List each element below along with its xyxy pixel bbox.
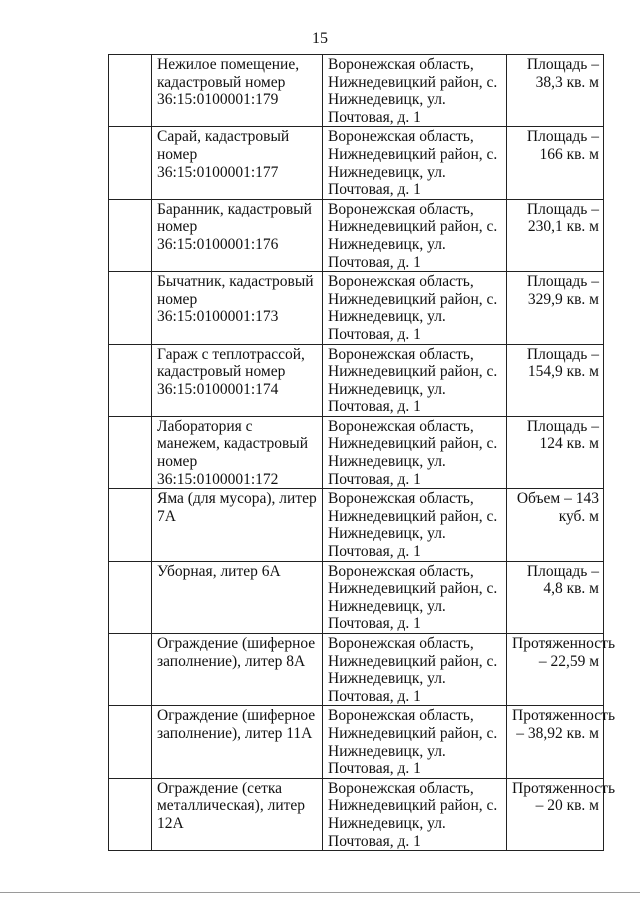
table-row <box>109 778 604 850</box>
row-number-cell <box>109 561 152 633</box>
address-cell: Воронежская область, Нижнедевицкий район, с. Нижнедевицк, ул. Почтовая, д. 1 <box>323 416 507 488</box>
address-cell: Воронежская область, Нижнедевицкий район, с. Нижнедевицк, ул. Почтовая, д. 1 <box>323 561 507 633</box>
characteristic-cell: Протяженность – 20 кв. м <box>507 778 604 850</box>
characteristic-cell: Площадь – 329,9 кв. м <box>507 272 604 344</box>
object-name-cell: Гараж с теплотрассой, кадастровый номер 36:15:0100001:174 <box>152 344 323 416</box>
address-cell: Воронежская область, Нижнедевицкий район, с. Нижнедевицк, ул. Почтовая, д. 1 <box>323 272 507 344</box>
address-cell: Воронежская область, Нижнедевицкий район, с. Нижнедевицк, ул. Почтовая, д. 1 <box>323 778 507 850</box>
page-bottom-rule <box>0 892 640 893</box>
table-row <box>109 489 604 561</box>
object-name-cell: Баранник, кадастровый номер 36:15:0100001:176 <box>152 199 323 271</box>
row-number-cell <box>109 127 152 199</box>
characteristic-cell: Площадь – 154,9 кв. м <box>507 344 604 416</box>
row-number-cell <box>109 489 152 561</box>
table-row <box>109 416 604 488</box>
property-table <box>108 54 616 851</box>
table-row <box>109 272 604 344</box>
characteristic-cell: Площадь – 38,3 кв. м <box>507 55 604 127</box>
address-cell: Воронежская область, Нижнедевицкий район, с. Нижнедевицк, ул. Почтовая, д. 1 <box>323 634 507 706</box>
row-number-cell <box>109 778 152 850</box>
row-number-cell <box>109 272 152 344</box>
address-cell: Воронежская область, Нижнедевицкий район, с. Нижнедевицк, ул. Почтовая, д. 1 <box>323 706 507 778</box>
object-name-cell: Яма (для мусора), литер 7А <box>152 489 323 561</box>
table-row <box>109 199 604 271</box>
row-number-cell <box>109 416 152 488</box>
row-number-cell <box>109 634 152 706</box>
object-name-cell: Ограждение (шиферное заполнение), литер 8А <box>152 634 323 706</box>
table-row <box>109 344 604 416</box>
object-name-cell: Ограждение (шиферное заполнение), литер 11А <box>152 706 323 778</box>
characteristic-cell: Площадь – 230,1 кв. м <box>507 199 604 271</box>
table-row <box>109 127 604 199</box>
object-name-cell: Бычатник, кадастровый номер 36:15:0100001:173 <box>152 272 323 344</box>
table-row <box>109 55 604 127</box>
characteristic-cell: Площадь – 4,8 кв. м <box>507 561 604 633</box>
object-name-cell: Ограждение (сетка металлическая), литер 12А <box>152 778 323 850</box>
characteristic-cell: Объем – 143 куб. м <box>507 489 604 561</box>
characteristic-cell: Площадь – 166 кв. м <box>507 127 604 199</box>
table-row <box>109 706 604 778</box>
object-name-cell: Уборная, литер 6А <box>152 561 323 633</box>
row-number-cell <box>109 55 152 127</box>
property-table-body <box>109 55 616 851</box>
object-name-cell: Лаборатория с манежем, кадастровый номер 36:15:0100001:172 <box>152 416 323 488</box>
address-cell: Воронежская область, Нижнедевицкий район, с. Нижнедевицк, ул. Почтовая, д. 1 <box>323 127 507 199</box>
characteristic-cell: Площадь – 124 кв. м <box>507 416 604 488</box>
address-cell: Воронежская область, Нижнедевицкий район, с. Нижнедевицк, ул. Почтовая, д. 1 <box>323 55 507 127</box>
characteristic-cell: Протяженность – 22,59 м <box>507 634 604 706</box>
address-cell: Воронежская область, Нижнедевицкий район, с. Нижнедевицк, ул. Почтовая, д. 1 <box>323 344 507 416</box>
table-row <box>109 561 604 633</box>
row-number-cell <box>109 199 152 271</box>
object-name-cell: Нежилое помещение, кадастровый номер 36:15:0100001:179 <box>152 55 323 127</box>
page-number: 15 <box>312 30 328 47</box>
row-number-cell <box>109 344 152 416</box>
address-cell: Воронежская область, Нижнедевицкий район, с. Нижнедевицк, ул. Почтовая, д. 1 <box>323 489 507 561</box>
table-row <box>109 634 604 706</box>
object-name-cell: Сарай, кадастровый номер 36:15:0100001:177 <box>152 127 323 199</box>
characteristic-cell: Протяженность – 38,92 кв. м <box>507 706 604 778</box>
row-number-cell <box>109 706 152 778</box>
address-cell: Воронежская область, Нижнедевицкий район, с. Нижнедевицк, ул. Почтовая, д. 1 <box>323 199 507 271</box>
